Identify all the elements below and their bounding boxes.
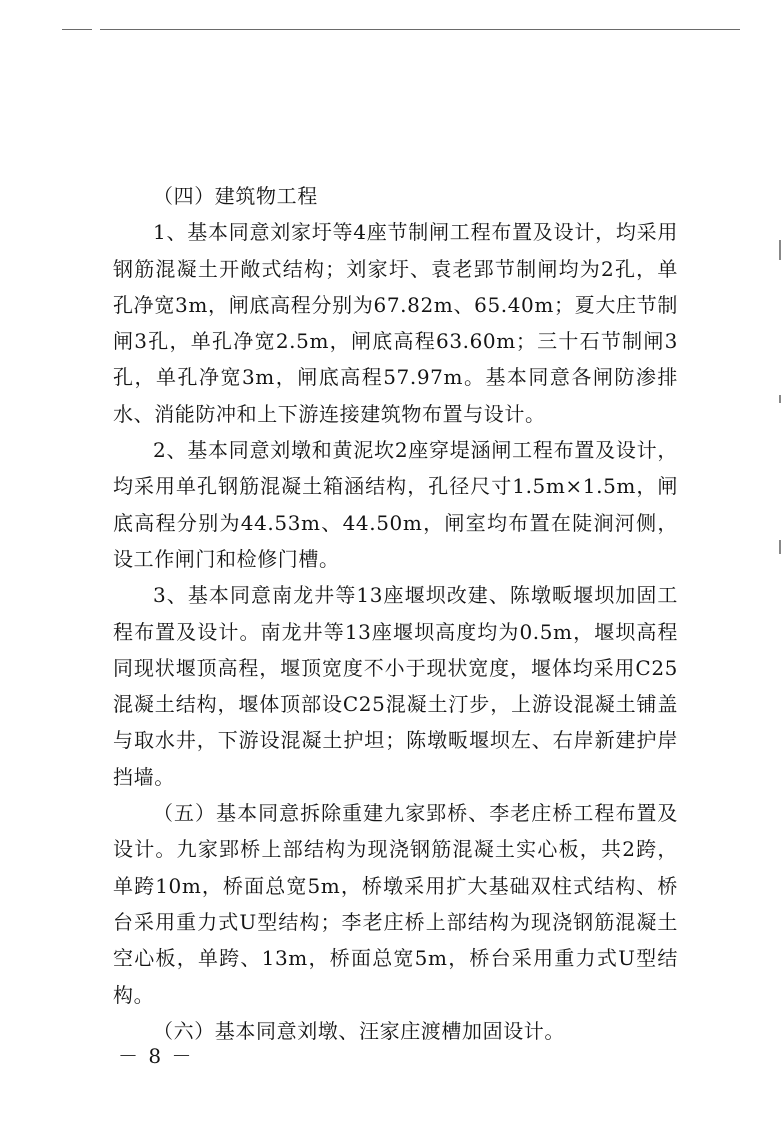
paragraph: （五）基本同意拆除重建九家郢桥、李老庄桥工程布置及设计。九家郢桥上部结构为现浇钢筋混凝土实心板，共2跨，单跨10m，桥面总宽5m，桥墩采用扩大基础双柱式结构、桥台采用重力式U型结构；李老庄桥上部结构为现浇钢筋混凝土空心板，单跨、13m，桥面总宽5m，桥台采用重力式U型结构。: [113, 801, 678, 1007]
page-number: － 8 －: [118, 1044, 194, 1068]
scan-artifact-mark: [779, 240, 781, 260]
document-body: [113, 178, 678, 1049]
scan-artifact-mark: [779, 540, 781, 554]
paragraph: 1、基本同意刘家圩等4座节制闸工程布置及设计，均采用钢筋混凝土开敞式结构；刘家圩、袁老郢节制闸均为2孔，单孔净宽3m，闸底高程分别为67.82m、65.40m；夏大庄节制闸3孔，单孔净宽2.5m，闸底高程63.60m；三十石节制闸3孔，单孔净宽3m，闸底高程57.97m。基本同意各闸防渗排水、消能防冲和上下游连接建筑物布置与设计。: [113, 220, 678, 426]
paragraph: （六）基本同意刘墩、汪家庄渡槽加固设计。: [153, 1018, 565, 1043]
paragraph: 3、基本同意南龙井等13座堰坝改建、陈墩畈堰坝加固工程布置及设计。南龙井等13座堰坝高度均为0.5m，堰坝高程同现状堰顶高程，堰顶宽度不小于现状宽度，堰体均采用C25混凝土结构，堰体顶部设C25混凝土汀步，上游设混凝土铺盖与取水井，下游设混凝土护坦；陈墩畈堰坝左、右岸新建护岸挡墙。: [113, 583, 678, 789]
scan-artifact-line: [100, 29, 740, 30]
scan-artifact-line: [62, 29, 92, 30]
scan-artifact-mark: [779, 395, 781, 403]
paragraph: 2、基本同意刘墩和黄泥坎2座穿堤涵闸工程布置及设计，均采用单孔钢筋混凝土箱涵结构，孔径尺寸1.5m×1.5m，闸底高程分别为44.53m、44.50m，闸室均布置在陡涧河侧，设工作闸门和检修门槽。: [113, 438, 678, 571]
section-heading: （四）建筑物工程: [153, 184, 318, 208]
